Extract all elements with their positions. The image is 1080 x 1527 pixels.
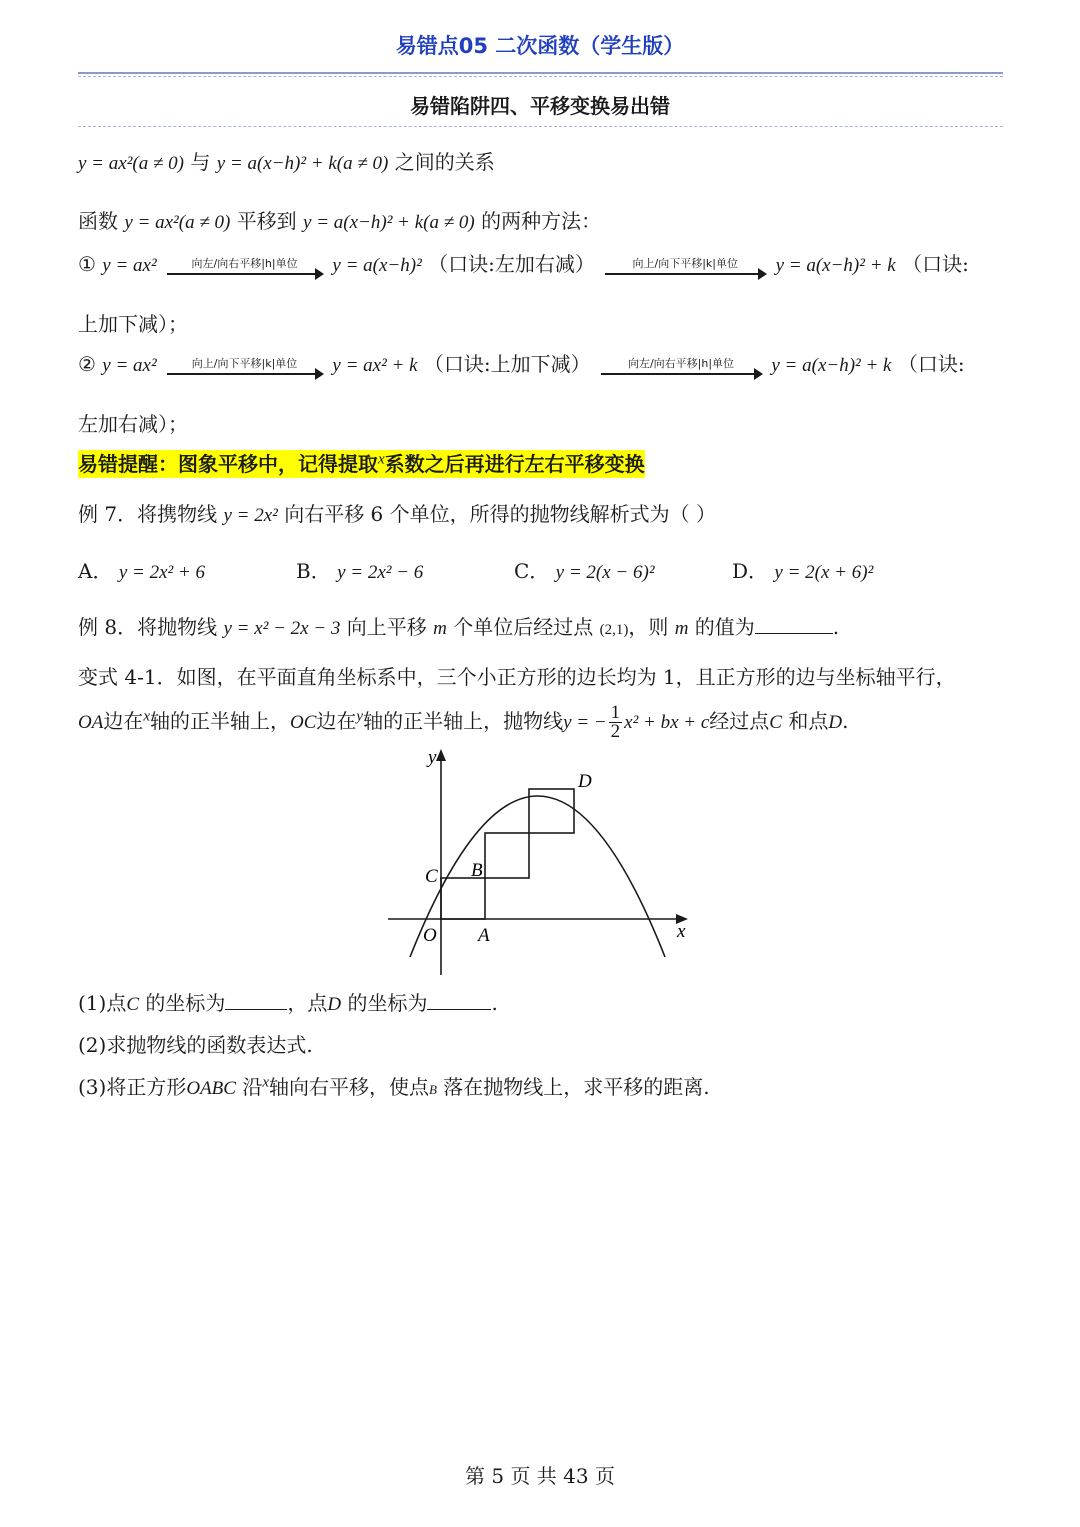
option-label: C． <box>514 559 550 583</box>
formula: y = ax²(a ≠ 0) <box>78 153 184 174</box>
option-label: B． <box>296 559 331 583</box>
arrow-label: 向左/向右平移|h|单位 <box>191 256 298 270</box>
rhyme: （口诀:上加下减） <box>423 352 591 376</box>
variable: m <box>433 618 447 639</box>
text: ，点 <box>287 991 328 1015</box>
formula: y = 2x² <box>223 505 278 526</box>
point-d-label: D <box>578 771 592 792</box>
variable: OC <box>290 712 317 733</box>
section-title: 易错陷阱四、平移变换易出错 <box>410 94 670 118</box>
variable: C <box>769 712 782 733</box>
transform-arrow <box>601 357 761 375</box>
text: 经过点 <box>709 709 770 733</box>
arrow-right-icon <box>601 373 761 375</box>
variable: C <box>126 994 140 1015</box>
formula: y = a(x−h)² + k(a ≠ 0) <box>303 212 475 233</box>
text: 向右平移 6 个单位，所得的抛物线解析式为（ ） <box>284 502 716 526</box>
x-axis-label: x <box>677 921 686 942</box>
variation-4-1-line-2 <box>78 704 848 741</box>
arrow-label: 向左/向右平移|h|单位 <box>627 356 735 370</box>
text: (1)点 <box>78 991 127 1015</box>
option-c <box>514 555 655 584</box>
text: 落在抛物线上，求平移的距离. <box>443 1075 710 1099</box>
formula: y = − <box>563 712 607 733</box>
formula: y = a(x−h)² <box>332 255 422 276</box>
option-label: A． <box>78 559 113 583</box>
point-a-label: A <box>478 925 490 946</box>
point-b-label: B <box>471 860 483 881</box>
rhyme: （口诀: <box>902 252 969 276</box>
text: 轴的正半轴上，抛物线 <box>363 709 564 733</box>
reminder-text: 系数之后再进行左右平移变换 <box>384 452 645 476</box>
y-axis-label: y <box>428 747 437 768</box>
question-1 <box>78 987 498 1016</box>
text: 边在 <box>316 709 357 733</box>
text: 沿 <box>242 1075 263 1099</box>
step-number: ② <box>78 352 96 376</box>
arrow-label: 向上/向下平移|k|单位 <box>632 256 738 270</box>
transform-arrow <box>605 257 765 275</box>
text: 的值为 <box>694 615 755 639</box>
variable: B <box>428 1082 437 1097</box>
text: 的坐标为 <box>347 991 428 1015</box>
text: 之间的关系 <box>394 150 495 174</box>
variable: m <box>674 618 689 639</box>
text: 向上平移 <box>346 615 427 639</box>
formula: y = a(x−h)² + k <box>771 355 892 376</box>
arrow-right-icon <box>167 373 322 375</box>
text: 例 8．将抛物线 <box>78 615 218 639</box>
text: 轴向右平移，使点 <box>268 1075 429 1099</box>
rhyme: （口诀: <box>897 352 965 376</box>
text: 和点 <box>788 709 829 733</box>
point: (2,1) <box>599 622 629 638</box>
step-number: ① <box>78 252 96 276</box>
formula: y = ax²(a ≠ 0) <box>124 212 231 233</box>
option-expr: y = 2(x + 6)² <box>774 562 874 583</box>
reminder-text: 易错提醒：图象平移中，记得提取 <box>78 452 378 476</box>
transform-arrow <box>167 257 322 275</box>
variable: OABC <box>186 1078 236 1099</box>
square-oabc <box>441 878 485 919</box>
question-3 <box>78 1071 710 1100</box>
relation-line <box>78 146 495 175</box>
formula: y = ax² + k <box>332 355 418 376</box>
header-divider <box>78 72 1003 78</box>
fraction <box>609 704 623 741</box>
option-label: D． <box>732 559 769 583</box>
arrow-right-icon <box>167 273 322 275</box>
text: 函数 <box>78 209 118 233</box>
text: (3)将正方形 <box>78 1075 187 1099</box>
variable: D <box>828 712 843 733</box>
option-d <box>732 555 873 584</box>
variable: x <box>262 1074 269 1091</box>
variable: OA <box>78 712 104 733</box>
option-expr: y = 2x² + 6 <box>118 562 206 583</box>
formula: y = a(x−h)² + k(a ≠ 0) <box>216 153 389 174</box>
text: 个单位后经过点 <box>453 615 594 639</box>
parabola-curve <box>410 796 665 957</box>
text: 边在 <box>103 709 144 733</box>
method-2-continued: 左加右减）； <box>78 412 188 436</box>
text: . <box>832 615 840 639</box>
formula: y = ax² <box>102 255 157 276</box>
formula: x² + bx + c <box>624 712 710 733</box>
transform-arrow <box>167 357 322 375</box>
section-divider <box>78 126 1003 127</box>
option-expr: y = 2x² − 6 <box>337 562 424 583</box>
option-expr: y = 2(x − 6)² <box>555 562 655 583</box>
text: 的坐标为 <box>145 991 226 1015</box>
arrow-right-icon <box>605 273 765 275</box>
option-b <box>296 555 423 584</box>
text: . <box>491 991 498 1015</box>
option-a <box>78 555 205 584</box>
page-footer: 第 5 页 共 43 页 <box>465 1464 615 1488</box>
method-1-continued: 上加下减）； <box>78 312 188 336</box>
arrow-label: 向上/向下平移|k|单位 <box>191 356 298 370</box>
formula: y = x² − 2x − 3 <box>223 618 341 639</box>
formula: y = ax² <box>102 355 157 376</box>
page-header-title: 易错点05 二次函数（学生版） <box>395 34 685 58</box>
text: 例 7．将携物线 <box>78 502 218 526</box>
variable: x <box>143 708 150 725</box>
error-reminder <box>78 448 645 477</box>
variable: D <box>327 994 342 1015</box>
text: . <box>842 709 849 733</box>
text: 与 <box>190 150 211 174</box>
question-2: (2)求抛物线的函数表达式. <box>78 1033 313 1057</box>
formula: y = a(x−h)² + k <box>775 255 896 276</box>
highlight-text <box>78 450 645 478</box>
text: 轴的正半轴上， <box>150 709 290 733</box>
method-1-line <box>78 248 969 277</box>
text: 的两种方法： <box>481 209 602 233</box>
rhyme: （口诀:左加右减） <box>428 252 595 276</box>
square-middle <box>485 833 529 878</box>
variable: y <box>356 708 364 725</box>
example-8-stem <box>78 611 839 640</box>
answer-blank[interactable] <box>225 1009 287 1010</box>
methods-intro-line <box>78 205 601 234</box>
fraction-denominator: 2 <box>610 721 621 742</box>
method-2-line <box>78 348 965 377</box>
text: ，则 <box>628 615 669 639</box>
y-axis-arrow-icon <box>436 749 446 761</box>
point-c-label: C <box>425 866 438 887</box>
example-7-stem <box>78 498 716 527</box>
text: 平移到 <box>236 209 297 233</box>
answer-blank[interactable] <box>427 1009 491 1010</box>
fraction-numerator: 1 <box>610 702 621 723</box>
point-o-label: O <box>423 925 437 946</box>
variable: x <box>378 451 385 468</box>
answer-blank[interactable] <box>755 633 833 634</box>
coordinate-figure <box>388 745 693 975</box>
variation-4-1-line-1: 变式 4-1．如图，在平面直角坐标系中，三个小正方形的边长均为 1，且正方形的边与坐标轴平行， <box>78 665 956 689</box>
